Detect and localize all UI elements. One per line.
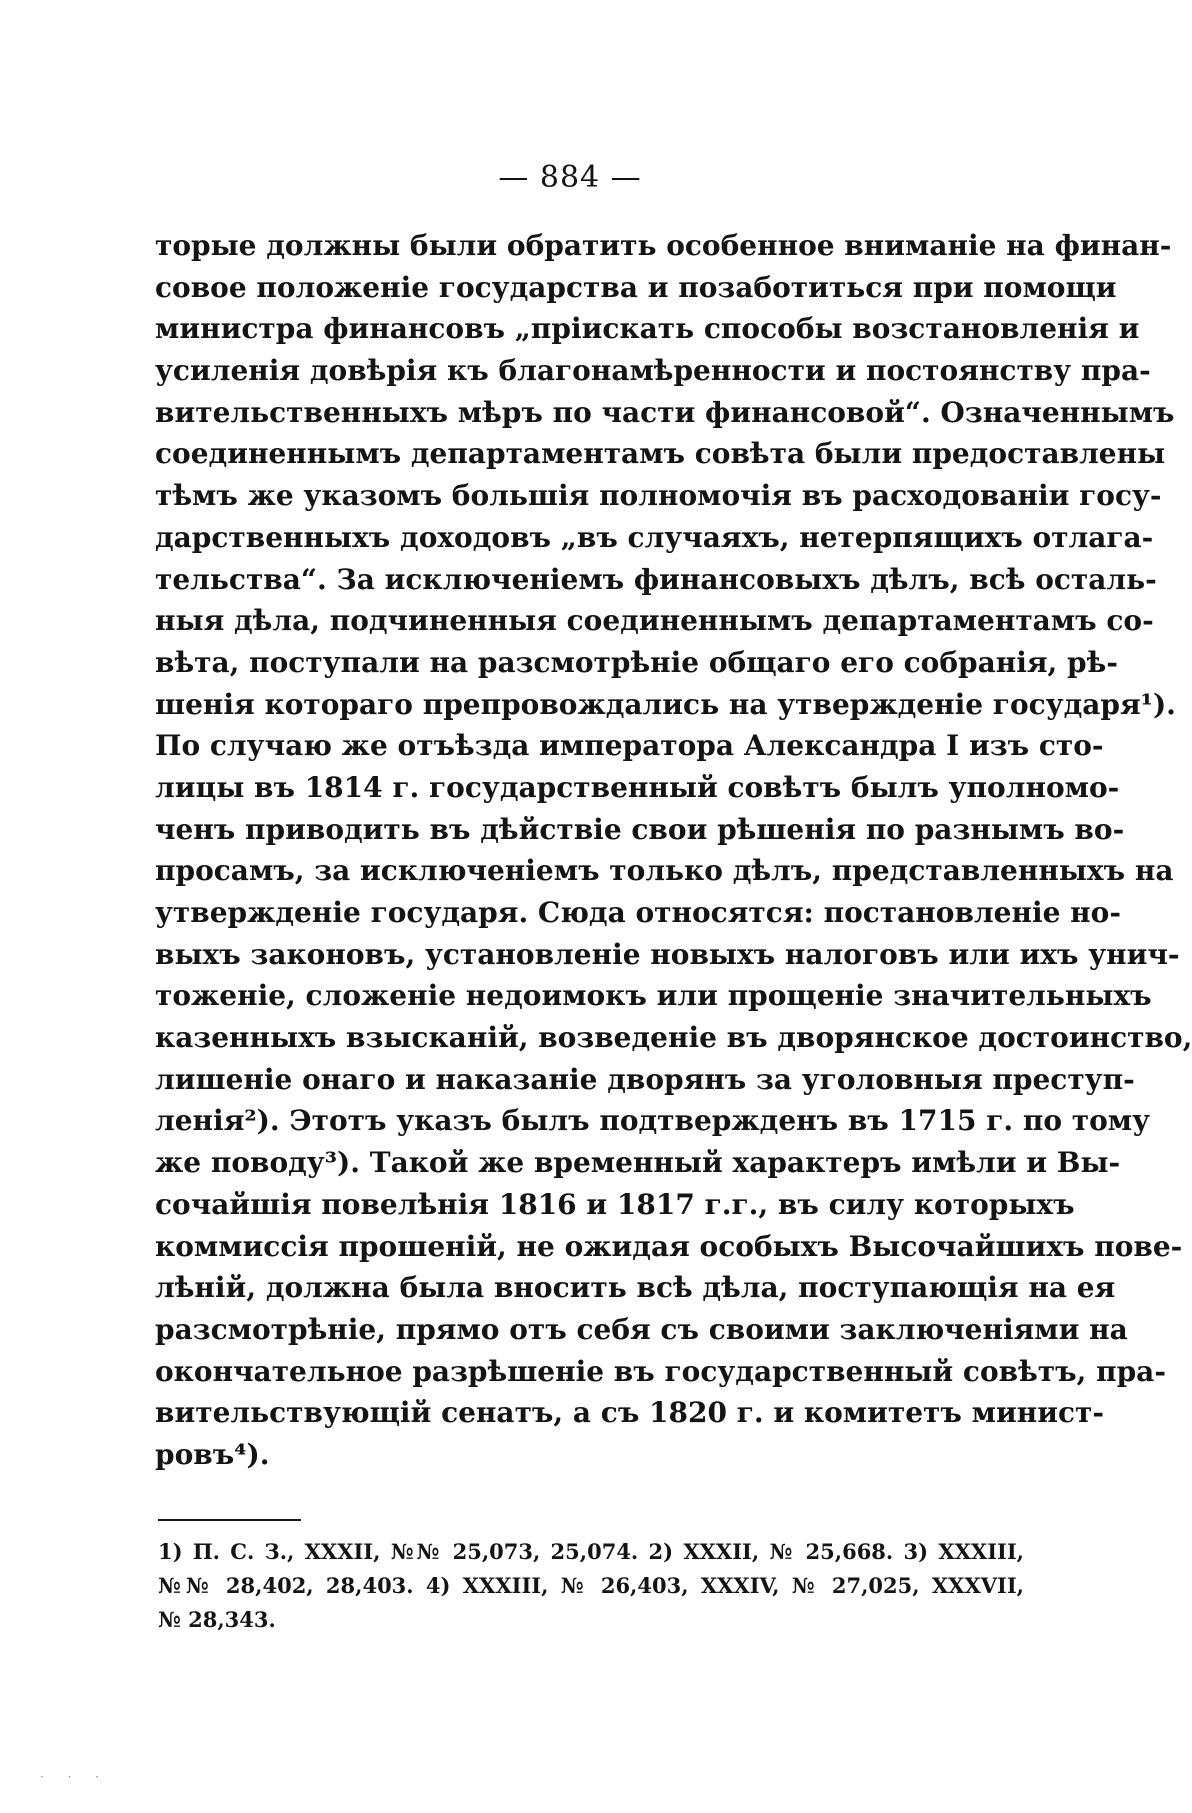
- text-line: ченъ приводить въ дѣйствіе свои рѣшенія по разнымъ во-: [155, 812, 1125, 846]
- text-line: ныя дѣла, подчиненныя соединеннымъ департаментамъ со-: [155, 604, 1154, 638]
- text-line: министра финансовъ „пріискать способы возстановленія и: [155, 312, 1140, 346]
- text-line: соединеннымъ департаментамъ совѣта были предоставлены: [155, 437, 1166, 471]
- text-line: утвержденіе государя. Сюда относятся: постановленіе но-: [155, 896, 1121, 929]
- text-line: коммиссія прошеній, не ожидая особыхъ Высочайшихъ пове-: [155, 1229, 1183, 1263]
- text-line: усиленія довѣрія къ благонамѣренности и постоянству пра-: [155, 354, 1151, 388]
- page-number: — 884 —: [498, 160, 642, 195]
- text-line: окончательное разрѣшеніе въ государственный совѣтъ, пра-: [155, 1354, 1166, 1388]
- scan-specks: · · ·: [40, 1770, 110, 1784]
- text-line: же поводу³). Такой же временный характеръ имѣли и Вы-: [155, 1146, 1121, 1180]
- text-line: тоженіе, сложеніе недоимокъ или прощеніе значительныхъ: [155, 979, 1152, 1013]
- text-line: тельства“. За исключеніемъ финансовыхъ дѣлъ, всѣ осталь-: [155, 562, 1157, 596]
- text-line: вительствующій сенатъ, а съ 1820 г. и комитетъ минист-: [155, 1396, 1105, 1430]
- footnotes: [158, 1535, 1024, 1637]
- text-line: ленія²). Этотъ указъ былъ подтвержденъ въ 1715 г. по тому: [155, 1104, 1151, 1138]
- text-line: торые должны были обратить особенное вниманіе на финан-: [155, 229, 1172, 262]
- text-line: лицы въ 1814 г. государственный совѣтъ былъ уполномо-: [155, 770, 1120, 804]
- text-line: лишеніе онаго и наказаніе дворянъ за уголовныя преступ-: [155, 1062, 1135, 1096]
- text-line: совое положеніе государства и позаботиться при помощи: [155, 270, 1117, 304]
- text-line: ровъ⁴).: [155, 1437, 270, 1471]
- text-line: казенныхъ взысканій, возведеніе въ дворянское достоинство,: [155, 1021, 1192, 1055]
- text-line: выхъ законовъ, установленіе новыхъ налоговъ или ихъ унич-: [155, 937, 1180, 971]
- text-line: просамъ, за исключеніемъ только дѣлъ, представленныхъ на: [155, 854, 1174, 888]
- text-line: вѣта, поступали на разсмотрѣніе общаго его собранія, рѣ-: [155, 645, 1118, 679]
- footnote-line: №№ 28,402, 28,403. 4) XXXIII, № 26,403, XXXIV, № 27,025, XXXVII,: [158, 1573, 1024, 1598]
- text-line: По случаю же отъѣзда императора Александра I изъ сто-: [155, 729, 1104, 763]
- text-line: дарственныхъ доходовъ „въ случаяхъ, нетерпящихъ отлага-: [155, 520, 1154, 554]
- footnote-line: № 28,343.: [158, 1607, 276, 1632]
- text-line: шенія котораго препровождались на утвержденіе государя¹).: [155, 687, 1176, 721]
- text-line: лѣній, должна была вносить всѣ дѣла, поступающія на ея: [155, 1271, 1116, 1305]
- text-line: тѣмъ же указомъ большія полномочія въ расходованіи госу-: [155, 479, 1162, 513]
- text-line: вительственныхъ мѣръ по части финансовой“. Означеннымъ: [155, 395, 1175, 429]
- footnote-divider: [158, 1519, 301, 1521]
- text-line: сочайшія повелѣнія 1816 и 1817 г.г., въ силу которыхъ: [155, 1187, 1075, 1221]
- text-line: разсмотрѣніе, прямо отъ себя съ своими заключеніями на: [155, 1312, 1128, 1346]
- footnote-line: 1) П. С. З., XXXII, №№ 25,073, 25,074. 2) XXXII, № 25,668. 3) XXXIII,: [158, 1539, 1024, 1564]
- body-text: [155, 225, 1192, 1476]
